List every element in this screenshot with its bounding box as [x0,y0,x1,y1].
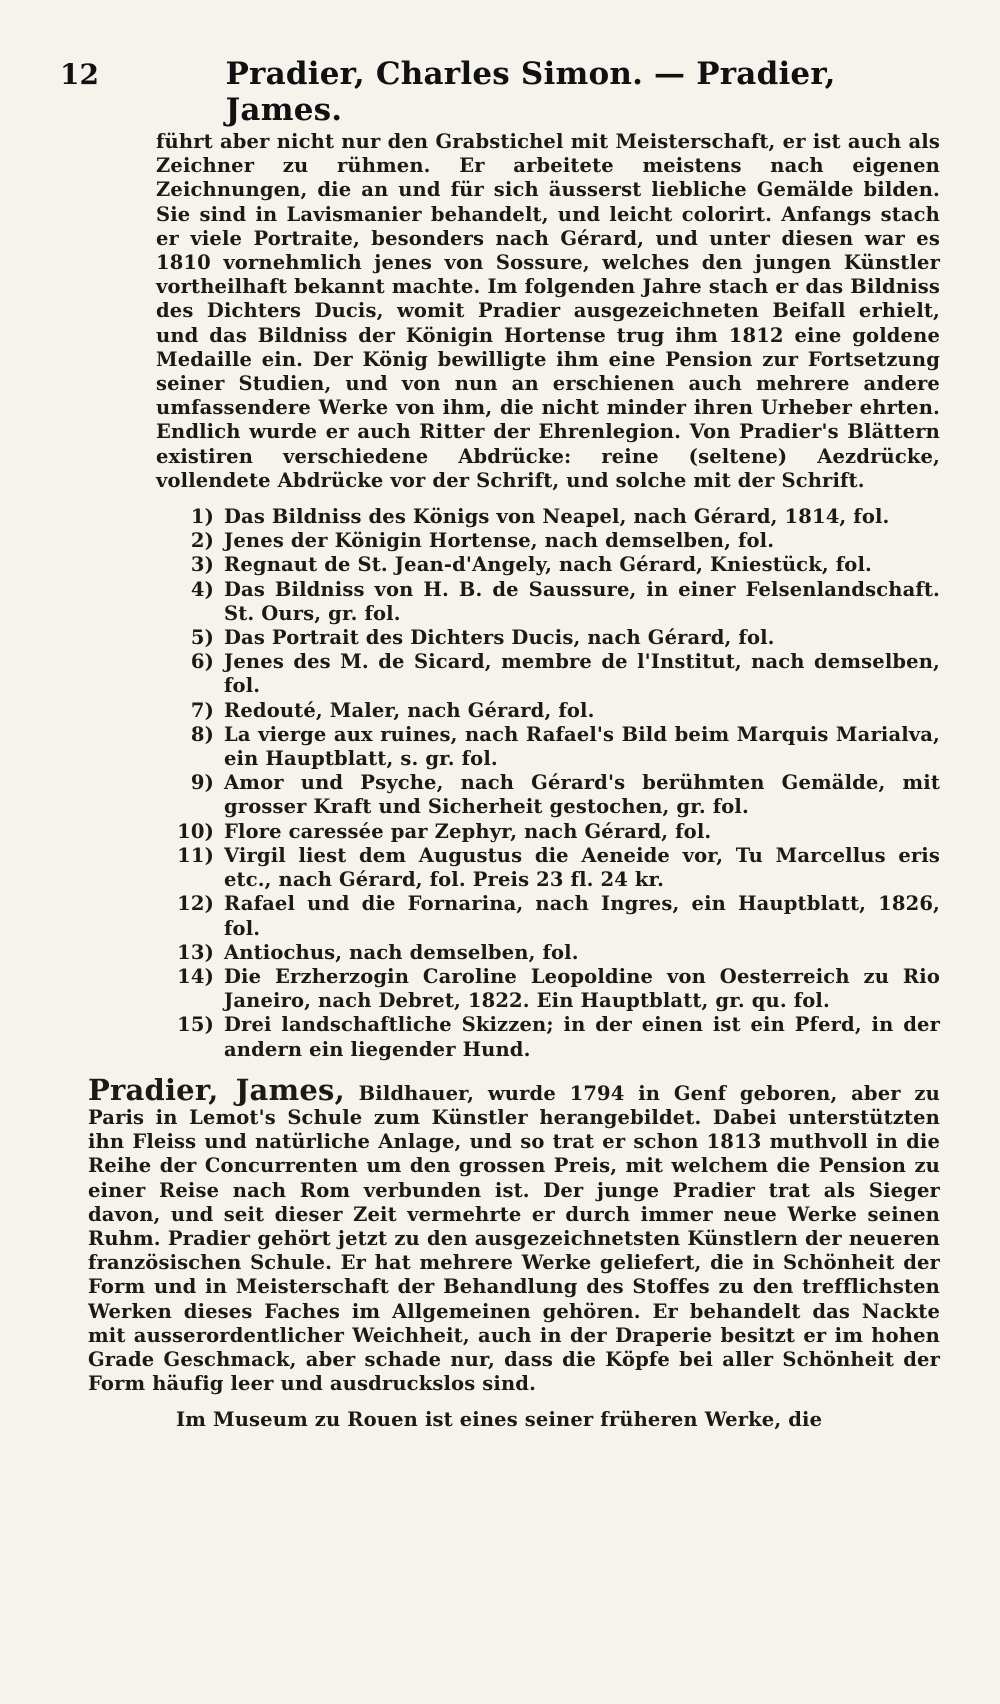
work-number: 9) [190,771,214,795]
work-item [156,844,940,892]
work-item [156,820,940,844]
running-title: Pradier, Charles Simon. — Pradier, James. [225,56,836,128]
page-body [60,130,944,1433]
work-number: 10) [177,819,214,843]
work-item [156,941,940,965]
work-number: 1) [190,505,214,529]
continuation-line: Im Museum zu Rouen ist eines seiner früheren Werke, die [176,1408,823,1432]
work-item [156,505,940,529]
work-number: 13) [177,940,214,964]
work-item [156,650,940,698]
work-number: 8) [190,722,214,746]
artist-biography: Bildhauer, wurde 1794 in Genf geboren, aber zu Paris in Lemot's Schule zum Künstler herangebildet. Dabei unterstützten ihn Fleiss und natürliche Anlage, und so trat er schon 1813 muthvoll in die Reihe der Concurrenten um den grossen Preis, mit welchem die Pension zu einer Reise nach Rom verbunden ist. Der junge Pradier trat als Sieger davon, und seit dieser Zeit vermehrte er durch immer neue Werke seinen Ruhm. Pradier gehört jetzt zu den ausgezeichnetsten Künstlern der neueren französischen Schule. Er hat mehrere Werke geliefert, die in Schönheit der Form und in Meisterschaft der Behandlung des Stoffes zu den trefflichsten Werken dieses Faches im Allgemeinen gehören. Er behandelt das Nackte mit ausserordentlicher Weichheit, auch in der Draperie besitzt er im hohen Grade Geschmack, aber schade nur, dass die Köpfe bei aller Schönheit der Form häufig leer und ausdruckslos sind. [88,1081,940,1396]
work-number: 12) [177,892,214,916]
page-number: 12 [60,58,99,91]
work-number: 11) [177,843,214,867]
work-text: Regnaut de St. Jean-d'Angely, nach Gérard, Kniestück, fol. [224,553,872,577]
work-number: 15) [177,1013,214,1037]
work-number: 5) [190,626,214,650]
work-text: Antiochus, nach demselben, fol. [224,940,579,964]
work-text: Drei landschaftliche Skizzen; in der einen ist ein Pferd, in der andern ein liegender Hund. [224,1013,940,1061]
work-item [156,771,940,819]
work-text: Rafael und die Fornarina, nach Ingres, ein Hauptblatt, 1826, fol. [224,892,940,940]
work-text: Jenes des M. de Sicard, membre de l'Institut, nach demselben, fol. [224,650,940,698]
work-item [156,578,940,626]
work-text: La vierge aux ruines, nach Rafael's Bild beim Marquis Marialva, ein Hauptblatt, s. gr. fol. [224,722,940,771]
work-item [156,529,940,553]
work-text: Jenes der Königin Hortense, nach demselben, fol. [224,529,775,553]
works-list [156,505,940,1062]
work-text: Virgil liest dem Augustus die Aeneide vor, Tu Marcellus eris etc., nach Gérard, fol. Preis 23 fl. 24 kr. [224,843,940,892]
work-text: Flore caressée par Zephyr, nach Gérard, fol. [224,819,712,843]
work-text: Das Bildniss von H. B. de Saussure, in einer Felsenlandschaft. St. Ours, gr. fol. [224,577,940,625]
work-text: Das Portrait des Dichters Ducis, nach Gérard, fol. [224,626,775,650]
work-number: 6) [190,650,214,674]
work-text: Redouté, Maler, nach Gérard, fol. [224,698,595,722]
page-header [60,56,944,128]
work-text: Die Erzherzogin Caroline Leopoldine von Oesterreich zu Rio Janeiro, nach Debret, 1822. Ein Hauptblatt, gr. qu. fol. [224,964,940,1013]
work-number: 14) [177,964,214,988]
work-item [156,723,940,771]
work-number: 7) [190,698,214,722]
work-item [156,1013,940,1061]
work-item [156,626,940,650]
work-number: 3) [190,553,214,577]
work-text: Amor und Psyche, nach Gérard's berühmten Gemälde, mit grosser Kraft und Sicherheit gestochen, gr. fol. [224,771,940,819]
work-item [156,892,940,940]
work-item [156,965,940,1013]
intro-paragraph: führt aber nicht nur den Grabstichel mit Meisterschaft, er ist auch als Zeichner zu rühmen. Er arbeitete meistens nach eigenen Zeichnungen, die an und für sich äusserst liebliche Gemälde bilden. Sie sind in Lavismanier behandelt, und leicht colorirt. Anfangs stach er viele Portraite, besonders nach Gérard, und unter diesen war es 1810 vornehmlich jenes von Sossure, welches den jungen Künstler vortheilhaft bekannt machte. Im folgenden Jahre stach er das Bildniss des Dichters Ducis, womit Pradier ausgezeichneten Beifall erhielt, und das Bildniss der Königin Hortense trug ihm 1812 eine goldene Medaille ein. Der König bewilligte ihm eine Pension zur Fortsetzung seiner Studien, und von nun an erschienen auch mehrere andere umfassendere Werke von ihm, die nicht minder ihren Urheber ehrten. Endlich wurde er auch Ritter der Ehrenlegion. Von Pradier's Blättern existiren verschiedene Abdrücke: reine (seltene) Aezdrücke, vollendete Abdrücke vor der Schrift, und solche mit der Schrift. [156,130,940,492]
work-item [156,553,940,577]
artist-entry-james-pradier [88,1072,940,1397]
artist-name: Pradier, James, [88,1072,345,1107]
work-item [156,699,940,723]
work-number: 4) [190,577,214,601]
work-number: 2) [190,529,214,553]
work-text: Das Bildniss des Königs von Neapel, nach Gérard, 1814, fol. [224,505,890,529]
